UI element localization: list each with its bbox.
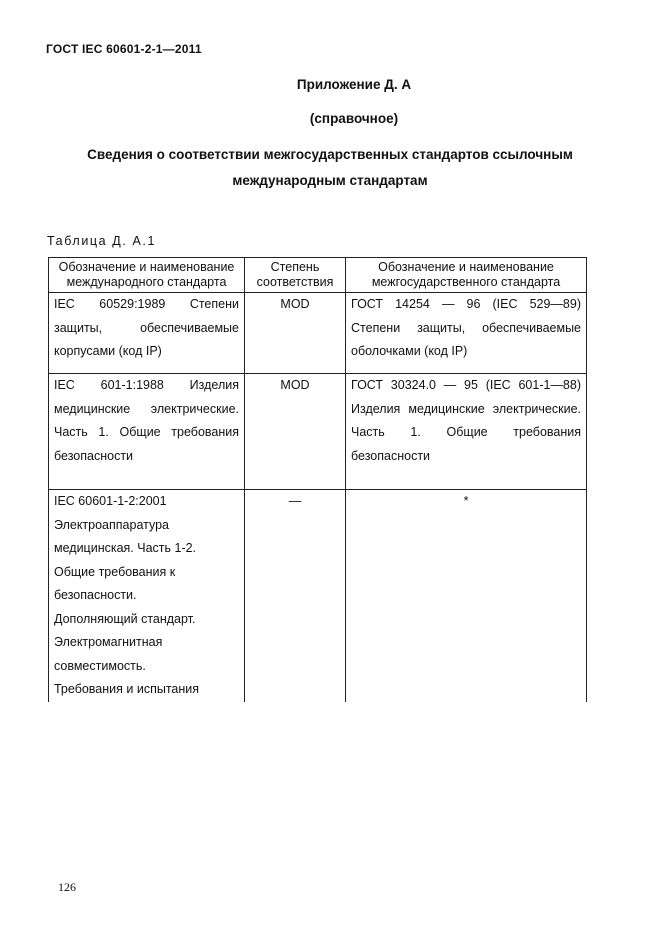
cell-degree-of-conformity: — [245, 490, 346, 702]
annex-heading [40, 142, 620, 194]
cell-degree-of-conformity: MOD [245, 374, 346, 490]
header-degree-of-conformity: Степень соответствия [245, 258, 346, 293]
cell-interstate-standard: ГОСТ 30324.0 — 95 (IEC 601-1—88) Изделия медицинские электрические. Часть 1. Общие требования безопасности [346, 374, 587, 490]
table-row [49, 374, 587, 490]
page-number: 126 [58, 880, 76, 894]
cell-international-standard: IEC 60601-1-2:2001 Электроаппаратура медицинская. Часть 1-2. Общие требования к безопасности. Дополняющий стандарт. Электромагнитная совместимость. Требования и испытания [49, 490, 245, 702]
table-caption: Таблица Д. А.1 [47, 234, 157, 248]
document-code: ГОСТ IEC 60601-2-1—2011 [46, 42, 202, 56]
annex-title: Приложение Д. А [296, 77, 412, 92]
cell-international-standard: IEC 60529:1989 Степени защиты, обеспечиваемые корпусами (код IP) [49, 293, 245, 374]
annex-subtitle: (справочное) [309, 111, 399, 126]
cell-interstate-standard: * [346, 490, 587, 702]
table-row [49, 293, 587, 374]
correspondence-table [48, 257, 587, 702]
header-international-standard: Обозначение и наименование международного стандарта [49, 258, 245, 293]
table-header-row [49, 258, 587, 293]
header-interstate-standard: Обозначение и наименование межгосударственного стандарта [346, 258, 587, 293]
table-row [49, 490, 587, 702]
cell-international-standard: IEC 601-1:1988 Изделия медицинские электрические. Часть 1. Общие требования безопасности [49, 374, 245, 490]
cell-interstate-standard: ГОСТ 14254 — 96 (IEC 529—89) Степени защиты, обеспечиваемые оболочками (код IP) [346, 293, 587, 374]
annex-heading-line-2: международным стандартам [232, 173, 428, 188]
cell-degree-of-conformity: MOD [245, 293, 346, 374]
annex-heading-line-1: Сведения о соответствии межгосударственных стандартов ссылочным [87, 147, 573, 162]
